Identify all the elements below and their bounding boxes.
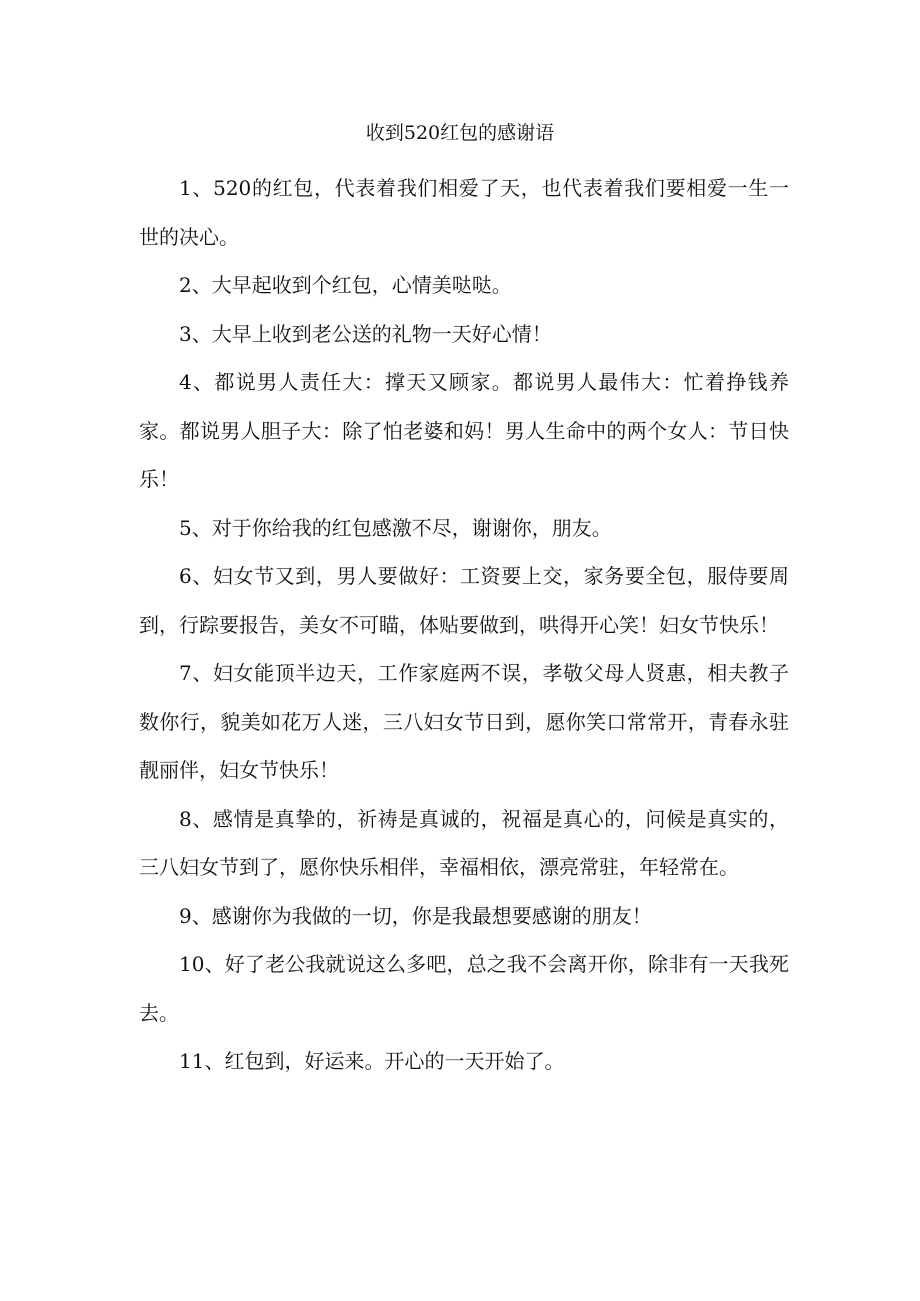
paragraph-6: 6、妇女节又到，男人要做好：工资要上交，家务要全包，服侍要周到，行踪要报告，美女不可瞄，体贴要做到，哄得开心笑！妇女节快乐！ (139, 564, 789, 637)
paragraph-7: 7、妇女能顶半边天，工作家庭两不误，孝敬父母人贤惠，相夫教子数你行，貌美如花万人迷，三八妇女节日到，愿你笑口常常开，青春永驻靓丽伴，妇女节快乐！ (139, 661, 789, 782)
paragraph-3: 3、大早上收到老公送的礼物一天好心情！ (179, 321, 552, 346)
paragraph-9: 9、感谢你为我做的一切，你是我最想要感谢的朋友！ (179, 903, 652, 928)
document-body (139, 164, 789, 1086)
paragraph-1: 1、520的红包，代表着我们相爱了天，也代表着我们要相爱一生一世的决心。 (139, 176, 789, 249)
paragraph-4: 4、都说男人责任大：撑天又顾家。都说男人最伟大：忙着挣钱养家。都说男人胆子大：除了怕老婆和妈！男人生命中的两个女人：节日快乐！ (139, 370, 789, 491)
paragraph-10: 10、好了老公我就说这么多吧，总之我不会离开你，除非有一天我死去。 (139, 952, 789, 1025)
paragraph-5: 5、对于你给我的红包感激不尽，谢谢你，朋友。 (179, 515, 612, 540)
paragraph-11: 11、红包到，好运来。开心的一天开始了。 (179, 1049, 565, 1073)
paragraph-2: 2、大早起收到个红包，心情美哒哒。 (179, 273, 512, 297)
document-title: 收到520红包的感谢语 (365, 122, 555, 144)
paragraph-8: 8、感情是真挚的，祈祷是真诚的，祝福是真心的，问候是真实的，三八妇女节到了，愿你快乐相伴，幸福相依，漂亮常驻，年轻常在。 (139, 806, 789, 879)
